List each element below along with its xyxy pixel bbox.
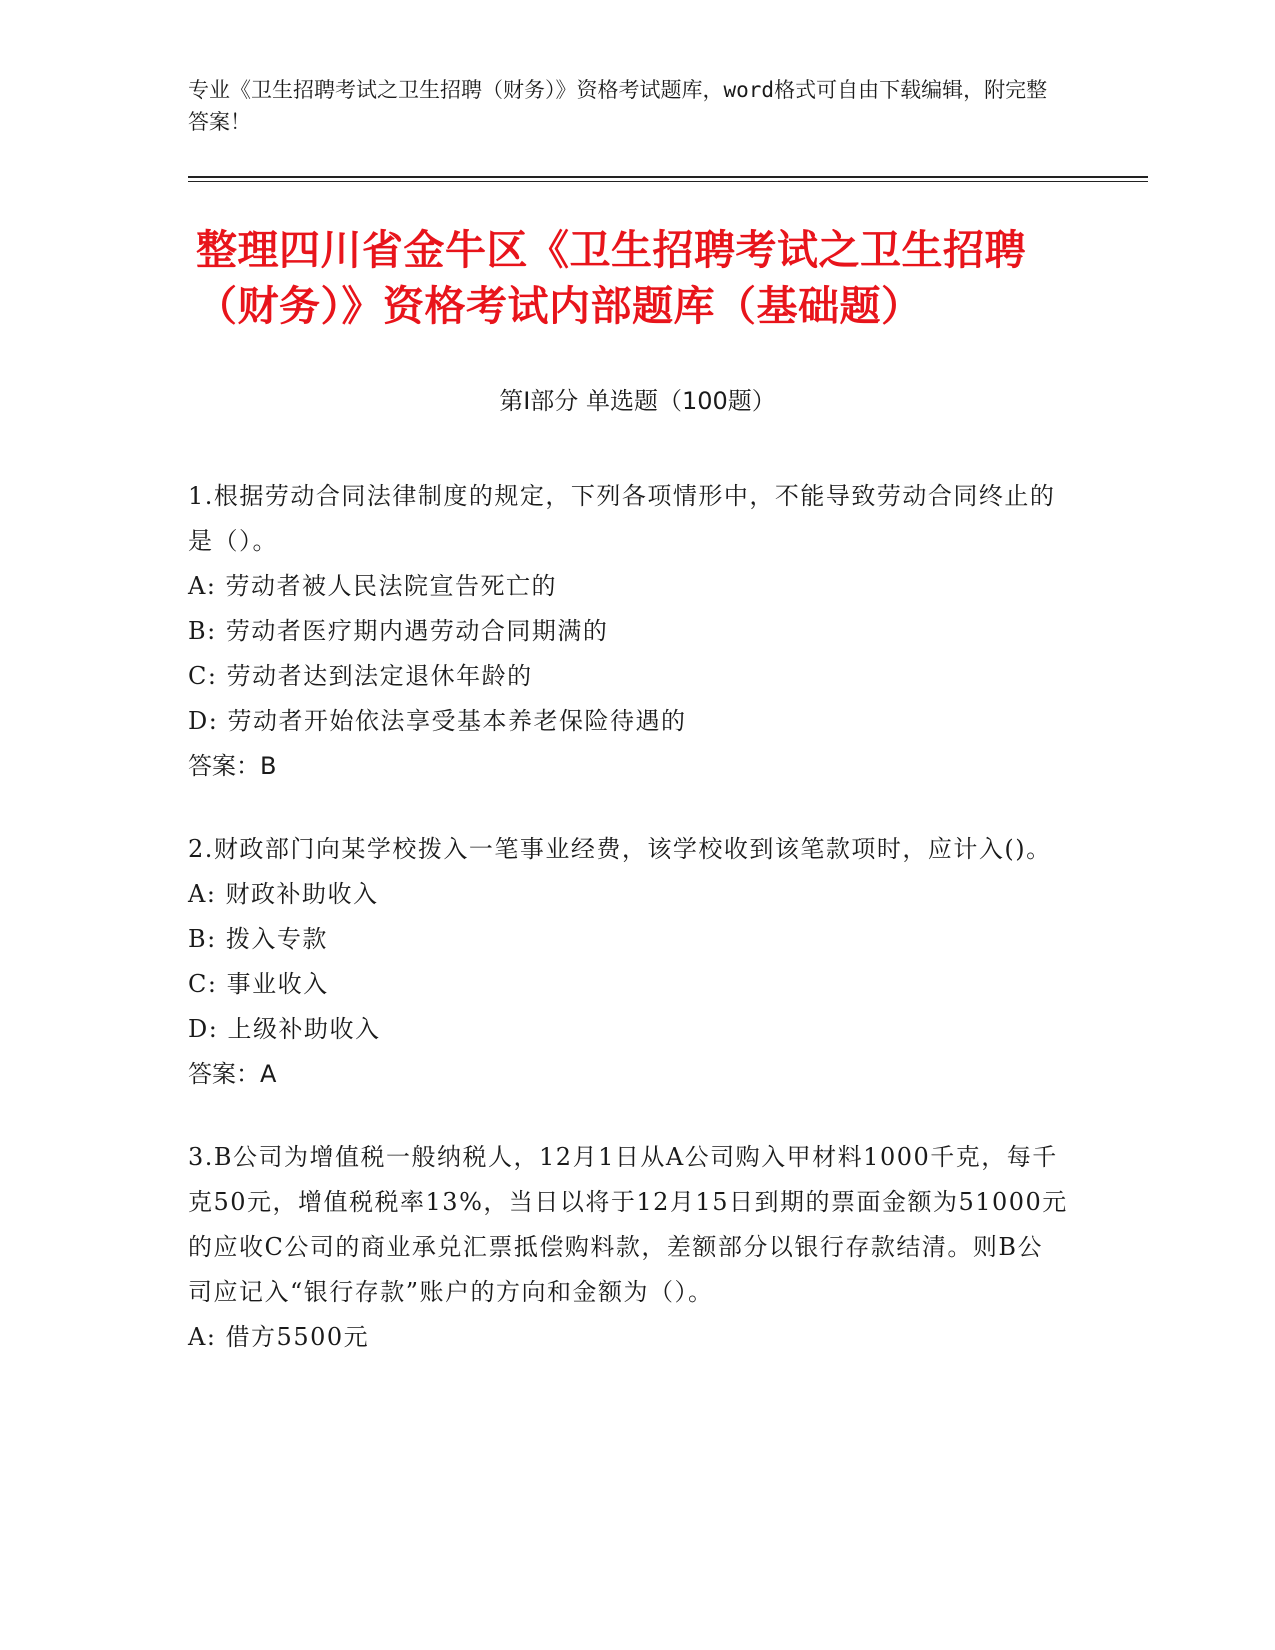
question-stem: 1.根据劳动合同法律制度的规定，下列各项情形中，不能导致劳动合同终止的是（）。 [188, 482, 1056, 555]
header-note: 专业《卫生招聘考试之卫生招聘（财务）》资格考试题库，word格式可自由下载编辑，附完整答案！ [188, 78, 1048, 134]
option-c: C: 事业收入 [188, 970, 329, 998]
option-d: D: 上级补助收入 [188, 1015, 381, 1043]
option-b: B: 劳动者医疗期内遇劳动合同期满的 [188, 617, 609, 645]
option-a: A: 劳动者被人民法院宣告死亡的 [188, 572, 558, 600]
question-3 [188, 1135, 1068, 1360]
option-d: D: 劳动者开始依法享受基本养老保险待遇的 [188, 707, 687, 735]
document-title: 整理四川省金牛区《卫生招聘考试之卫生招聘（财务）》资格考试内部题库（基础题） [196, 226, 1026, 330]
answer-label: 答案：B [188, 752, 277, 780]
header-divider-thin [188, 181, 1148, 182]
header-divider-thick [188, 176, 1148, 178]
question-1 [188, 474, 1068, 789]
question-2 [188, 827, 1068, 1097]
option-a: A: 财政补助收入 [188, 880, 379, 908]
option-a: A: 借方5500元 [188, 1323, 370, 1351]
option-c: C: 劳动者达到法定退休年龄的 [188, 662, 533, 690]
section-heading: 第Ⅰ部分 单选题（100题） [499, 387, 776, 415]
question-list [188, 474, 1068, 1398]
question-stem: 2.财政部门向某学校拨入一笔事业经费，该学校收到该笔款项时，应计入()。 [188, 835, 1052, 863]
option-b: B: 拨入专款 [188, 925, 328, 953]
answer-label: 答案：A [188, 1060, 277, 1088]
question-stem: 3.B公司为增值税一般纳税人，12月1日从A公司购入甲材料1000千克，每千克50元，增值税税率13%，当日以将于12月15日到期的票面金额为51000元的应收C公司的商业承兑汇票抵偿购料款，差额部分以银行存款结清。则B公司应记入“银行存款”账户的方向和金额为（）。 [188, 1143, 1068, 1306]
